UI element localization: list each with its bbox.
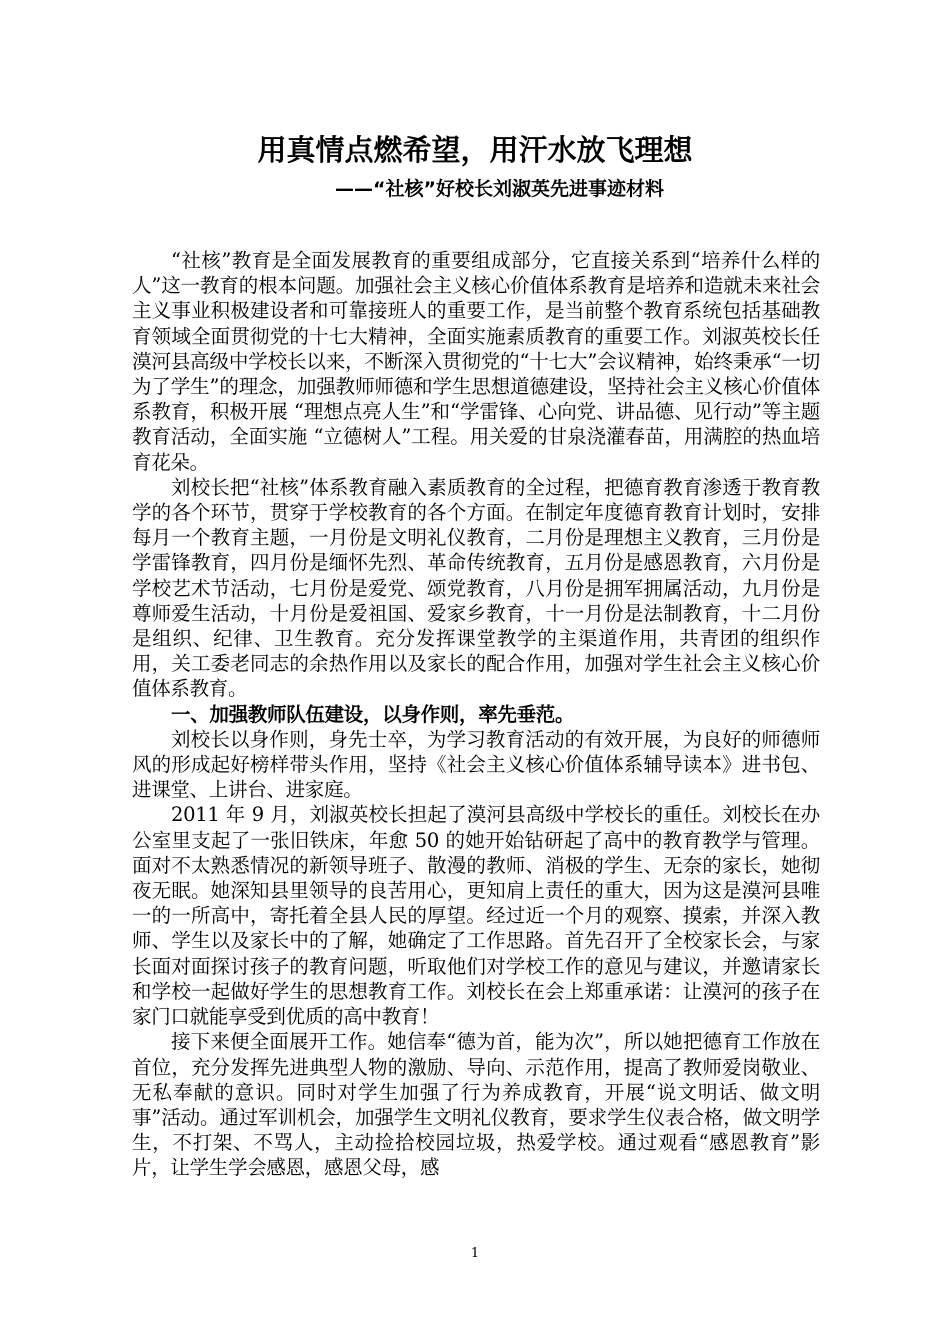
body-paragraph: 接下来便全面展开工作。她信奉“德为首，能为次”，所以她把德育工作放在首位，充分发挥先进典型人物的激励、导向、示范作用，提高了教师爱岗敬业、无私奉献的意识。同时对学生加强了行为养成教育，开展“说文明话、做文明事”活动。通过军训机会，加强学生文明礼仪教育，要求学生仪表合格，做文明学生，不打架、不骂人，主动捡拾校园垃圾，热爱学校。通过观看“感恩教育”影片，让学生学会感恩，感恩父母，感 <box>132 1030 820 1180</box>
page-number: 1 <box>470 1246 480 1261</box>
section-heading: 一、加强教师队伍建设，以身作则，率先垂范。 <box>171 702 575 726</box>
body-paragraph: 2011 年 9 月，刘淑英校长担起了漠河县高级中学校长的重任。刘校长在办公室里支起了一张旧铁床，年愈 50 的她开始钻研起了高中的教育教学与管理。面对不太熟悉情况的新领导班子、散漫的教师、消极的学生、无奈的家长，她彻夜无眠。她深知县里领导的良苦用心，更知肩上责任的重大，因为这是漠河县唯一的一所高中，寄托着全县人民的厚望。经过近一个月的观察、摸索，并深入教师、学生以及家长中的了解，她确定了工作思路。首先召开了全校家长会，与家长面对面探讨孩子的教育问题，听取他们对学校工作的意见与建议，并邀请家长和学校一起做好学生的思想教育工作。刘校长在会上郑重承诺：让漠河的孩子在家门口就能享受到优质的高中教育！ <box>132 803 820 1029</box>
body-paragraph: “社核”教育是全面发展教育的重要组成部分，它直接关系到“培养什么样的人”这一教育的根本问题。加强社会主义核心价值体系教育是培养和造就未来社会主义事业积极建设者和可靠接班人的重要工作，是当前整个教育系统包括基础教育领域全面贯彻党的十七大精神，全面实施素质教育的重要工作。刘淑英校长任漠河县高级中学校长以来，不断深入贯彻党的“十七大”会议精神，始终秉承“一切为了学生”的理念，加强教师师德和学生思想道德建设，坚持社会主义核心价值体系教育，积极开展 “理想点亮人生”和“学雷锋、心向党、讲品德、见行动”等主题教育活动，全面实施 “立德树人”工程。用关爱的甘泉浇灌春苗，用满腔的热血培育花朵。 <box>132 249 820 474</box>
document-subtitle: ——“社核”好校长刘淑英先进事迹材料 <box>335 178 664 200</box>
document-title: 用真情点燃希望，用汗水放飞理想 <box>257 133 693 167</box>
document-body <box>132 248 820 1181</box>
body-paragraph: 刘校长把“社核”体系教育融入素质教育的全过程，把德育教育渗透于教育教学的各个环节，贯穿于学校教育的各个方面。在制定年度德育教育计划时，安排每月一个教育主题，一月份是文明礼仪教育，二月份是理想主义教育，三月份是学雷锋教育，四月份是缅怀先烈、革命传统教育，五月份是感恩教育，六月份是学校艺术节活动，七月份是爱党、颂党教育，八月份是拥军拥属活动，九月份是尊师爱生活动，十月份是爱祖国、爱家乡教育，十一月份是法制教育，十二月份是组织、纪律、卫生教育。充分发挥课堂教学的主渠道作用，共青团的组织作用，关工委老同志的余热作用以及家长的配合作用，加强对学生社会主义核心价值体系教育。 <box>132 475 820 701</box>
body-paragraph: 刘校长以身作则，身先士卒，为学习教育活动的有效开展，为良好的师德师风的形成起好榜样带头作用，坚持《社会主义核心价值体系辅导读本》进书包、进课堂、上讲台、进家庭。 <box>132 727 820 802</box>
